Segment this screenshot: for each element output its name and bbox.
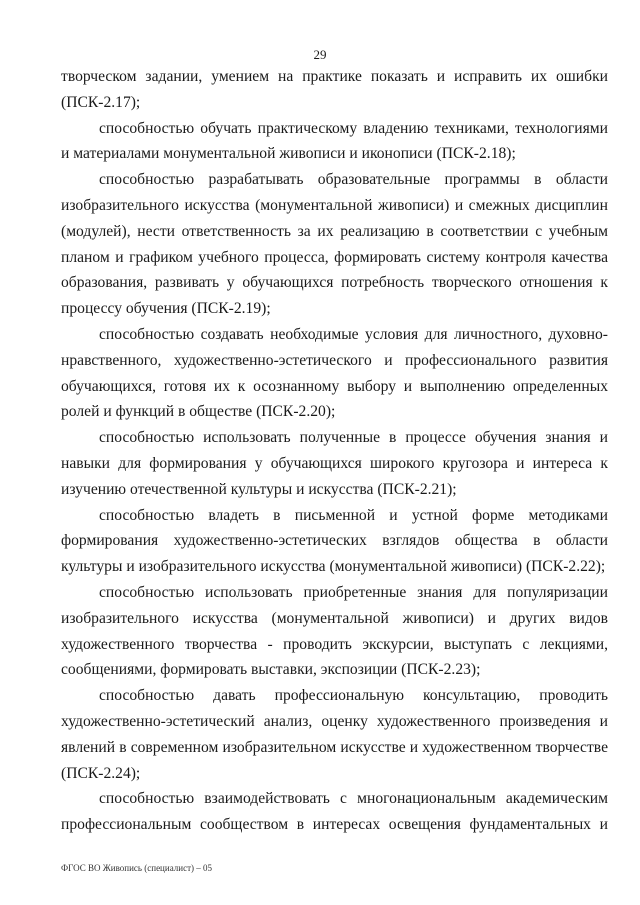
- document-body: [61, 64, 608, 838]
- page-number: 29: [313, 47, 327, 62]
- paragraph-psk-2-22: способностью владеть в письменной и устной форме методиками формирования художественно-эстетических взглядов общества в области культуры и изобразительного искусства (монументальной живописи) (ПСК-2.22);: [61, 506, 608, 576]
- paragraph-psk-2-18: способностью обучать практическому владению техниками, технологиями и материалами монументальной живописи и иконописи (ПСК-2.18);: [61, 119, 608, 163]
- paragraph-psk-2-19: способностью разрабатывать образовательные программы в области изобразительного искусства (монументальной живописи) и смежных дисциплин (модулей), нести ответственность за их реализацию в соответствии с учебным планом и графиком учебного процесса, формировать систему контроля качества образования, развивать у обучающихся потребность творческого отношения к процессу обучения (ПСК-2.19);: [61, 171, 608, 318]
- paragraph-continuation: творческом задании, умением на практике показать и исправить их ошибки (ПСК-2.17);: [61, 68, 608, 111]
- paragraph-continued-next-page: способностью взаимодействовать с многонациональным академическим профессиональным сообществом в интересах освещения фундаментальных и: [61, 790, 608, 834]
- footer-document-id: ФГОС ВО Живопись (специалист) – 05: [61, 863, 212, 873]
- paragraph-psk-2-20: способностью создавать необходимые условия для личностного, духовно-нравственного, художественно-эстетического и профессионального развития обучающихся, готовя их к осознанному выбору и выполнению определенных ролей и функций в обществе (ПСК-2.20);: [61, 325, 608, 421]
- paragraph-psk-2-23: способностью использовать приобретенные знания для популяризации изобразительного искусства (монументальной живописи) и других видов художественного творчества - проводить экскурсии, выступать с лекциями, сообщениями, формировать выставки, экспозиции (ПСК-2.23);: [61, 583, 608, 679]
- paragraph-psk-2-24: способностью давать профессиональную консультацию, проводить художественно-эстетический анализ, оценку художественного произведения и явлений в современном изобразительном искусстве и художественном творчестве (ПСК-2.24);: [61, 687, 608, 782]
- paragraph-psk-2-21: способностью использовать полученные в процессе обучения знания и навыки для формирования у обучающихся широкого кругозора и интереса к изучению отечественной культуры и искусства (ПСК-2.21);: [61, 429, 608, 498]
